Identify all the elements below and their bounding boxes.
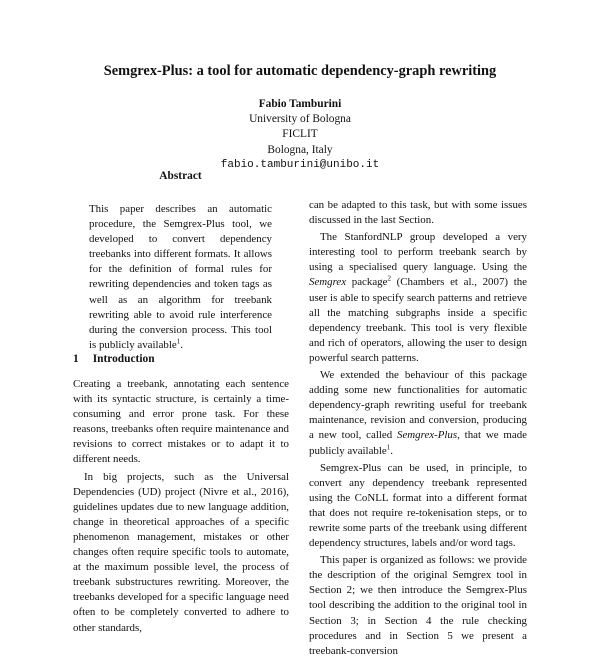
abstract-body [89, 202, 272, 353]
left-column-body [73, 377, 289, 638]
right-paragraph-0: can be adapted to this task, but with some issues discussed in the last Section. [309, 199, 527, 227]
intro-paragraph-1: Creating a treebank, annotating each sentence with its syntactic structure, is certainly a time-consuming and error prone task. For these reasons, treebanks often require maintenance and revisions to correct mistakes or to adapt it to different needs. [73, 378, 289, 466]
author-block [0, 97, 600, 173]
section-heading-introduction [73, 353, 155, 365]
section-number: 1 [73, 353, 79, 365]
right-column-body [309, 198, 527, 661]
author-department: FICLIT [282, 128, 318, 141]
right-paragraph-3: Semgrex-Plus can be used, in principle, to convert any dependency treebank represented using the CoNLL format into a different format that does not require re-tokenisation steps, or to rewrite some parts of the treebank using different dependency structures, labels and/or word tags. [309, 461, 527, 550]
footnote-marker[interactable]: 2 [387, 274, 391, 283]
abstract-heading: Abstract [159, 170, 202, 182]
footnote-marker[interactable]: 1 [386, 442, 391, 451]
author-email[interactable]: fabio.tamburini@unibo.it [220, 158, 380, 171]
author-affiliation: University of Bologna [249, 113, 351, 126]
intro-paragraph-2: In big projects, such as the Universal Dependencies (UD) project (Nivre et al., 2016), guidelines updates due to new language addition, change in theoretical approaches of a specific phenomenon management, mistakes or other changes often require specific tools to automate, at the maximum possible level, the process of treebank substructures rewriting. Moreover, the treebanks developed for a specific language need often to be completely converted to adhere to other standards, [73, 470, 289, 634]
right-paragraph-1: The StanfordNLP group developed a very interesting tool to perform treebank search by using a specialised query language. Using the Semgrex package$^2$ (Chambers et al., 2007) the user is able to specify search patterns and retrieve all the matching subgraphs inside a specific dependency treebank. This tool is very flexible and rich of operators, allowing the user to design powerful search patterns. [309, 231, 527, 364]
footnote-marker[interactable]: 1 [176, 337, 181, 346]
section-title: Introduction [92, 353, 155, 365]
right-paragraph-4: This paper is organized as follows: we provide the description of the original Semgrex tool in Section 2; we then introduce the Semgrex-Plus tool describing the addition to the original tool in Section 3; in Section 4 the rule checking procedures and in Section 5 we present a treebank-conversion [309, 554, 527, 657]
paper-title: Semgrex-Plus: a tool for automatic dependency-graph rewriting [103, 63, 497, 79]
author-name: Fabio Tamburini [258, 98, 342, 110]
right-paragraph-2: We extended the behaviour of this package adding some new functionalities for automatic dependency-graph rewriting useful for treebank maintenance, revision and conversion, producing a new tool, called Semgrex-Plus, that we made publicly available$^1$. [309, 369, 527, 457]
abstract-paragraph: This paper describes an automatic procedure, the Semgrex-Plus tool, we developed to convert dependency treebanks into different formats. It allows for the definition of formal rules for rewriting dependencies and token tags as well as an algorithm for treebank rewriting able to avoid rule interference during the conversion process. This tool is publicly available$^1$. [89, 203, 272, 351]
author-location: Bologna, Italy [267, 143, 333, 156]
